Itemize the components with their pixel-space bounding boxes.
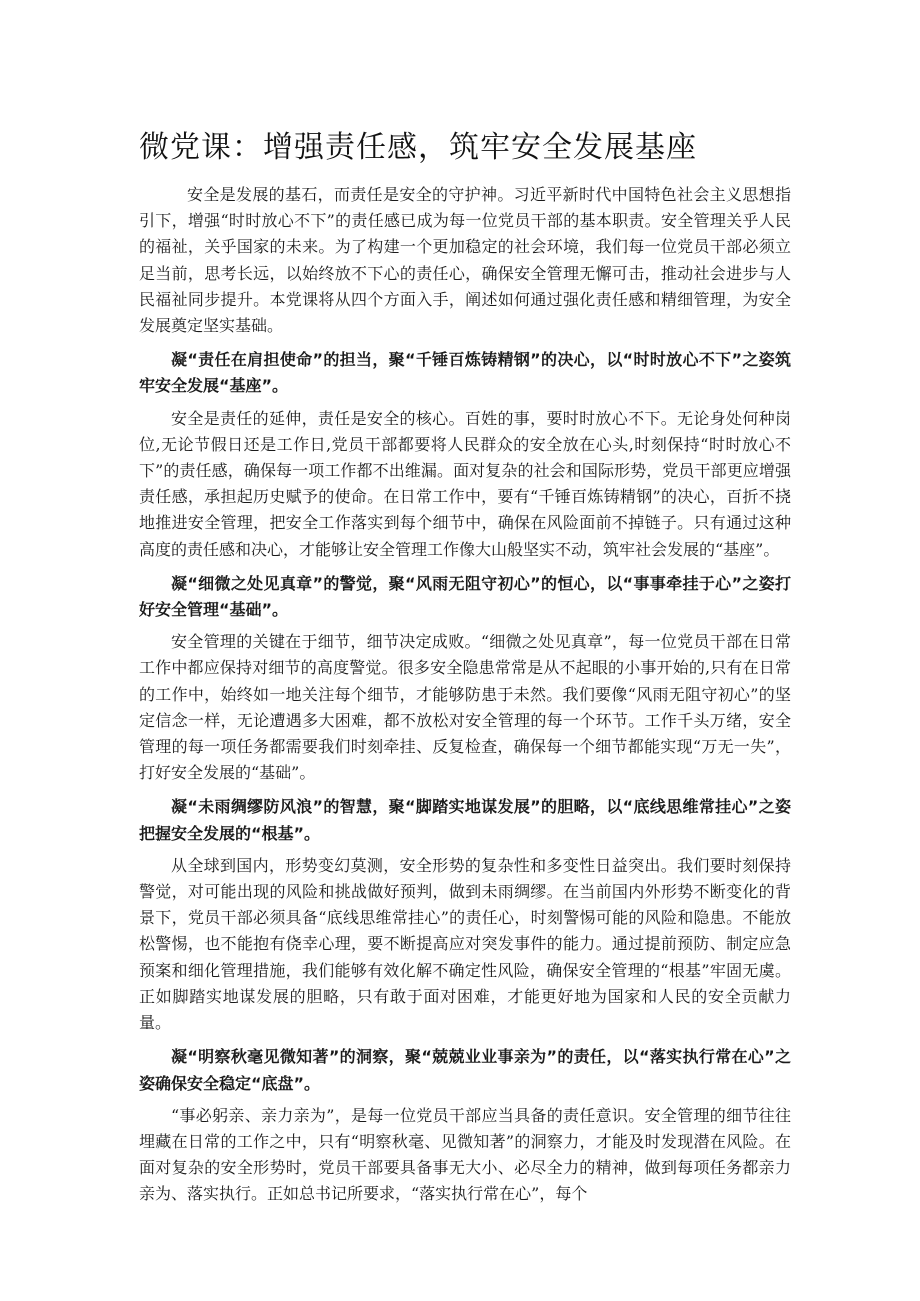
section-2-body: 安全管理的关键在于细节，细节决定成败。“细微之处见真章”，每一位党员干部在日常工作中都应保持对细节的高度警觉。很多安全隐患常常是从不起眼的小事开始的,只有在日常的工作中，始终如一地关注每个细节，才能够防患于未然。我们要像“风雨无阻守初心”的坚定信念一样，无论遭遇多大困难，都不放松对安全管理的每一个环节。工作千头万绪，安全管理的每一项任务都需要我们时刻牵挂、反复检查，确保每一个细节都能实现“万无一失”，打好安全发展的“基础”。 <box>139 632 791 783</box>
document-content <box>139 128 791 1208</box>
document-title: 微党课：增强责任感，筑牢安全发展基座 <box>139 130 697 165</box>
section-2-heading: 凝“细微之处见真章”的警觉，聚“风雨无阻守初心”的恒心，以“事事牵挂于心”之姿打好安全管理“基础”。 <box>139 573 791 620</box>
section-3-heading: 凝“未雨绸缪防风浪”的智慧，聚“脚踏实地谋发展”的胆略，以“底线思维常挂心”之姿把握安全发展的“根基”。 <box>139 797 791 843</box>
section-4-body: “事必躬亲、亲力亲为”，是每一位党员干部应当具备的责任意识。安全管理的细节往往埋藏在日常的工作之中，只有“明察秋毫、见微知著”的洞察力，才能及时发现潜在风险。在面对复杂的安全形势时，党员干部要具备事无大小、必尽全力的精神，做到每项任务都亲力亲为、落实执行。正如总书记所要求，“落实执行常在心”，每个 <box>139 1105 791 1204</box>
intro-paragraph: 安全是发展的基石，而责任是安全的守护神。习近平新时代中国特色社会主义思想指引下，增强“时时放心不下”的责任感已成为每一位党员干部的基本职责。安全管理关乎人民的福祉，关乎国家的未来。为了构建一个更加稳定的社会环境，我们每一位党员干部必须立足当前，思考长远，以始终放不下心的责任心，确保安全管理无懈可击，推动社会进步与人民福祉同步提升。本党课将从四个方面入手，阐述如何通过强化责任感和精细管理，为安全发展奠定坚实基础。 <box>139 185 791 336</box>
section-3-body: 从全球到国内，形势变幻莫测，安全形势的复杂性和多变性日益突出。我们要时刻保持警觉，对可能出现的风险和挑战做好预判，做到未雨绸缪。在当前国内外形势不断变化的背景下，党员干部必须具备“底线思维常挂心”的责任心，时刻警惕可能的风险和隐患。不能放松警惕，也不能抱有侥幸心理，要不断提高应对突发事件的能力。通过提前预防、制定应急预案和细化管理措施，我们能够有效化解不确定性风险，确保安全管理的“根基”牢固无虞。正如脚踏实地谋发展的胆略，只有敢于面对困难，才能更好地为国家和人民的安全贡献力量。 <box>139 855 791 1033</box>
section-1-body: 安全是责任的延伸，责任是安全的核心。百姓的事，要时时放心不下。无论身处何种岗位,无论节假日还是工作日,党员干部都要将人民群众的安全放在心头,时刻保持“时时放心不下”的责任感，确保每一项工作都不出维漏。面对复杂的社会和国际形势，党员干部更应增强责任感，承担起历史赋予的使命。在日常工作中，要有“千锤百炼铸精钢”的决心，百折不挠地推进安全管理，把安全工作落实到每个细节中，确保在风险面前不掉链子。只有通过这种高度的责任感和决心，才能够让安全管理工作像大山般坚实不动，筑牢社会发展的“基座”。 <box>139 408 791 559</box>
section-1-heading: 凝“责任在肩担使命”的担当，聚“千锤百炼铸精钢”的决心，以“时时放心不下”之姿筑牢安全发展“基座”。 <box>139 350 791 396</box>
section-4-heading: 凝“明察秋毫见微知著”的洞察，聚“兢兢业业事亲为”的责任，以“落实执行常在心”之姿确保安全稳定“底盘”。 <box>139 1047 791 1093</box>
